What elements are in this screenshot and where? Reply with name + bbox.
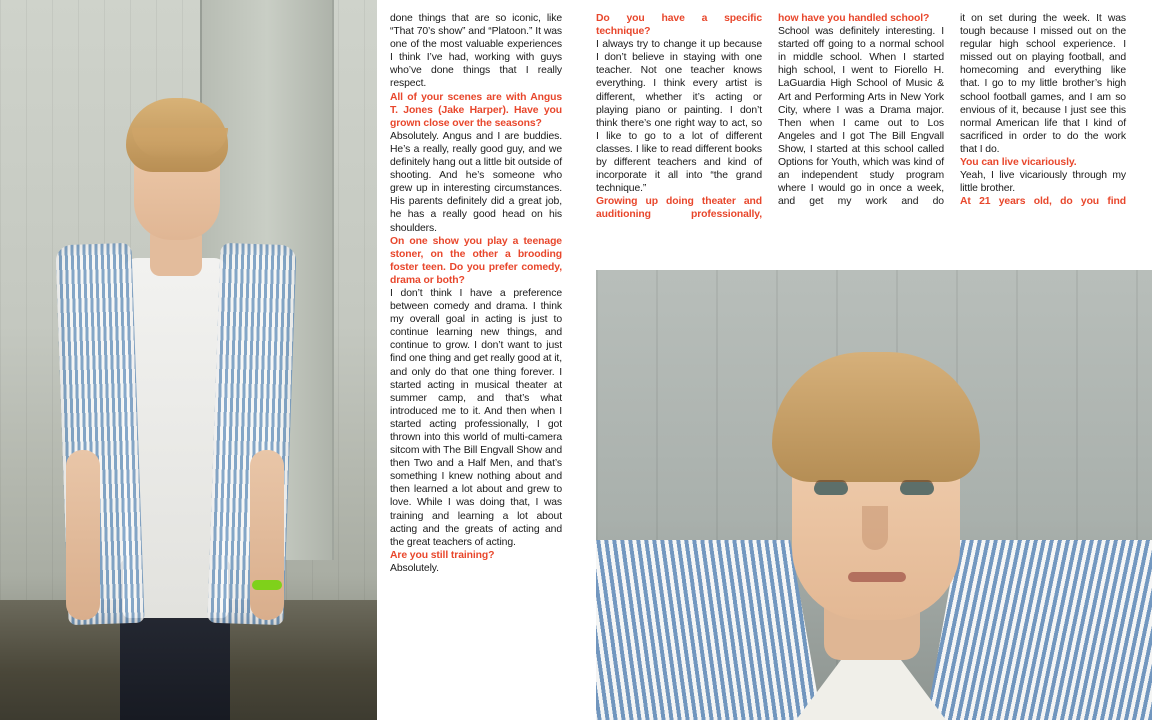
text-column-2: [596, 12, 762, 222]
text-column-1: [390, 12, 562, 575]
question-paragraph: You can live vicariously.: [960, 157, 1077, 169]
subject-arm-left: [66, 450, 100, 620]
full-body-photo: [0, 0, 377, 720]
question-paragraph: Are you still training?: [390, 549, 495, 561]
answer-paragraph: it on set during the week. It was tough because I missed out on the regular high school experience. I missed out on playing football, and homecoming and everything like that. I go to my little brother’s high school football games, and I am so envious of it, because I just see this normal American life that I kind of sacrificed in order to do the work that I do.: [960, 13, 1126, 155]
question-paragraph: Do you have a specific technique?: [596, 13, 762, 38]
question-paragraph: All of your scenes are with Angus T. Jones (Jake Harper). Have you grown close over the seasons?: [390, 91, 562, 129]
portrait-photo: [596, 270, 1152, 720]
photo-subject: [28, 20, 328, 720]
question-paragraph: At 21 years old, do you find: [960, 196, 1126, 208]
answer-paragraph: School was definitely interesting. I started off going to a normal school in middle school. When I started high school, I went to Fiorello H. LaGuardia High School of Music & Art and Performing Arts in New York City, where I was a Drama major. Then when I came out to Los Angeles and I got The Bill Engvall Show, I started at this school called Options for Youth, which was kind of an independent study program where I would go in once a week, and get my work and do: [778, 26, 944, 208]
subject-wristband: [252, 580, 282, 590]
answer-paragraph: I always try to change it up because I don’t believe in staying with one teacher. Not one teacher knows everything. I think every artist is different, whether it’s acting or playing piano or painting. I don’t think there’s one right way to act, so I like to go to a lot of different classes. I like to read different books by different teachers and kind of incorporate it all into “the grand technique.”: [596, 39, 762, 195]
answer-paragraph: Yeah, I live vicariously through my little brother.: [960, 170, 1126, 195]
answer-paragraph: done things that are so iconic, like “That 70’s show” and “Platoon.” It was one of the most valuable experiences I think I’ve had, working with guys who’ve done things that I really respect.: [390, 13, 562, 90]
question-paragraph: Growing up doing theater and auditioning professionally,: [596, 196, 762, 221]
question-paragraph: how have you handled school?: [778, 13, 930, 24]
portrait-mouth: [848, 572, 906, 582]
portrait-eye-left: [814, 482, 848, 495]
portrait-nose: [862, 506, 888, 550]
portrait-eye-right: [900, 482, 934, 495]
subject-arm-right: [250, 450, 284, 620]
text-column-3: [778, 12, 944, 208]
subject-hair: [126, 98, 228, 172]
portrait-shoulder-left: [596, 540, 822, 720]
portrait-shoulder-right: [926, 540, 1152, 720]
question-paragraph: On one show you play a teenage stoner, on the other a brooding foster teen. Do you prefer comedy, drama or both?: [390, 235, 562, 286]
answer-paragraph: Absolutely. Angus and I are buddies. He’s a really, really good guy, and we definitely hang out a little bit outside of shooting. And he’s someone who grew up in interesting circumstances. His parents definitely did a great job, he has a really good head on his shoulders.: [390, 130, 562, 234]
text-column-4: [960, 12, 1126, 208]
answer-paragraph: I don’t think I have a preference between comedy and drama. I think my overall goal in acting is just to continue learning new things, and continue to grow. I don’t want to just find one thing and get really good at it, and only do that one thing forever. I started acting in musical theater at summer camp, and that’s what introduced me to it. And then when I started acting professionally, I got thrown into this world of multi-camera sitcom with The Bill Engvall Show and then Two and a Half Men, and that’s something I knew nothing about and then learned a lot about and grew to love. While I was doing that, I was training and learning a lot about acting and the greats of acting and the great teachers of acting.: [390, 287, 562, 548]
answer-paragraph: Absolutely.: [390, 562, 439, 574]
